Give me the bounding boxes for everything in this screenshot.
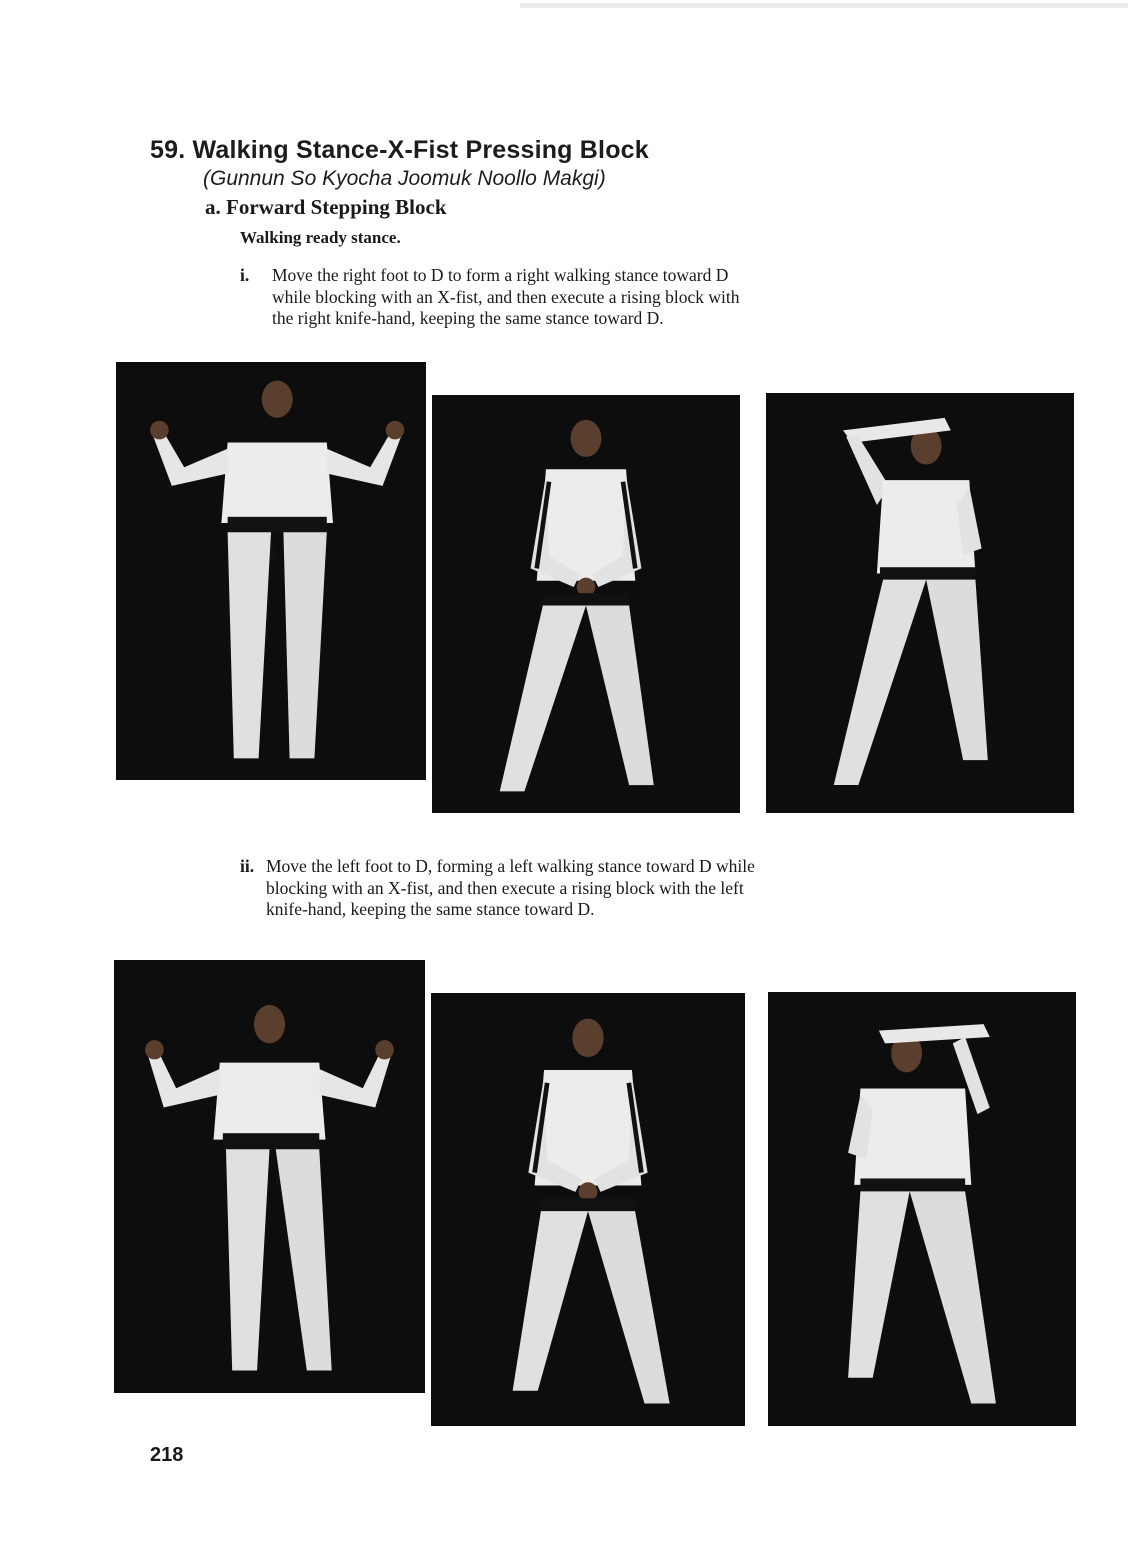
photo-step-i-1 bbox=[116, 362, 426, 780]
photo-step-ii-1 bbox=[114, 960, 425, 1393]
photo-figure-rising-block bbox=[766, 393, 1074, 813]
photo-step-i-2 bbox=[432, 395, 740, 813]
photo-step-i-3 bbox=[766, 393, 1074, 813]
step-ii bbox=[240, 856, 980, 926]
photo-step-ii-2 bbox=[431, 993, 745, 1426]
photo-figure-arms-raised bbox=[114, 960, 425, 1393]
page-number: 218 bbox=[150, 1444, 184, 1466]
photo-step-ii-3 bbox=[768, 992, 1076, 1426]
step-line: Move the left foot to D, forming a left walking stance toward D while bbox=[266, 856, 755, 876]
section-subtitle: (Gunnun So Kyocha Joomuk Noollo Makgi) bbox=[203, 167, 606, 190]
scan-edge-shadow bbox=[520, 3, 1128, 8]
subsection-heading: a. Forward Stepping Block bbox=[205, 195, 447, 219]
photo-figure-arms-raised bbox=[116, 362, 426, 780]
step-i bbox=[240, 265, 980, 335]
section-title: 59. Walking Stance-X-Fist Pressing Block bbox=[150, 136, 649, 164]
photo-figure-x-fist bbox=[431, 993, 745, 1426]
step-line: knife-hand, keeping the same stance toward D. bbox=[266, 899, 595, 919]
photo-figure-rising-block bbox=[768, 992, 1076, 1426]
step-line: Move the right foot to D to form a right walking stance toward D bbox=[272, 265, 729, 285]
step-number: i. bbox=[240, 265, 250, 285]
photo-figure-x-fist bbox=[432, 395, 740, 813]
ready-stance-text: Walking ready stance. bbox=[240, 228, 401, 247]
step-number: ii. bbox=[240, 856, 255, 876]
step-line: while blocking with an X-fist, and then execute a rising block with bbox=[272, 286, 740, 307]
step-line: blocking with an X-fist, and then execute a rising block with the left bbox=[266, 877, 744, 898]
step-line: the right knife-hand, keeping the same stance toward D. bbox=[272, 308, 664, 328]
